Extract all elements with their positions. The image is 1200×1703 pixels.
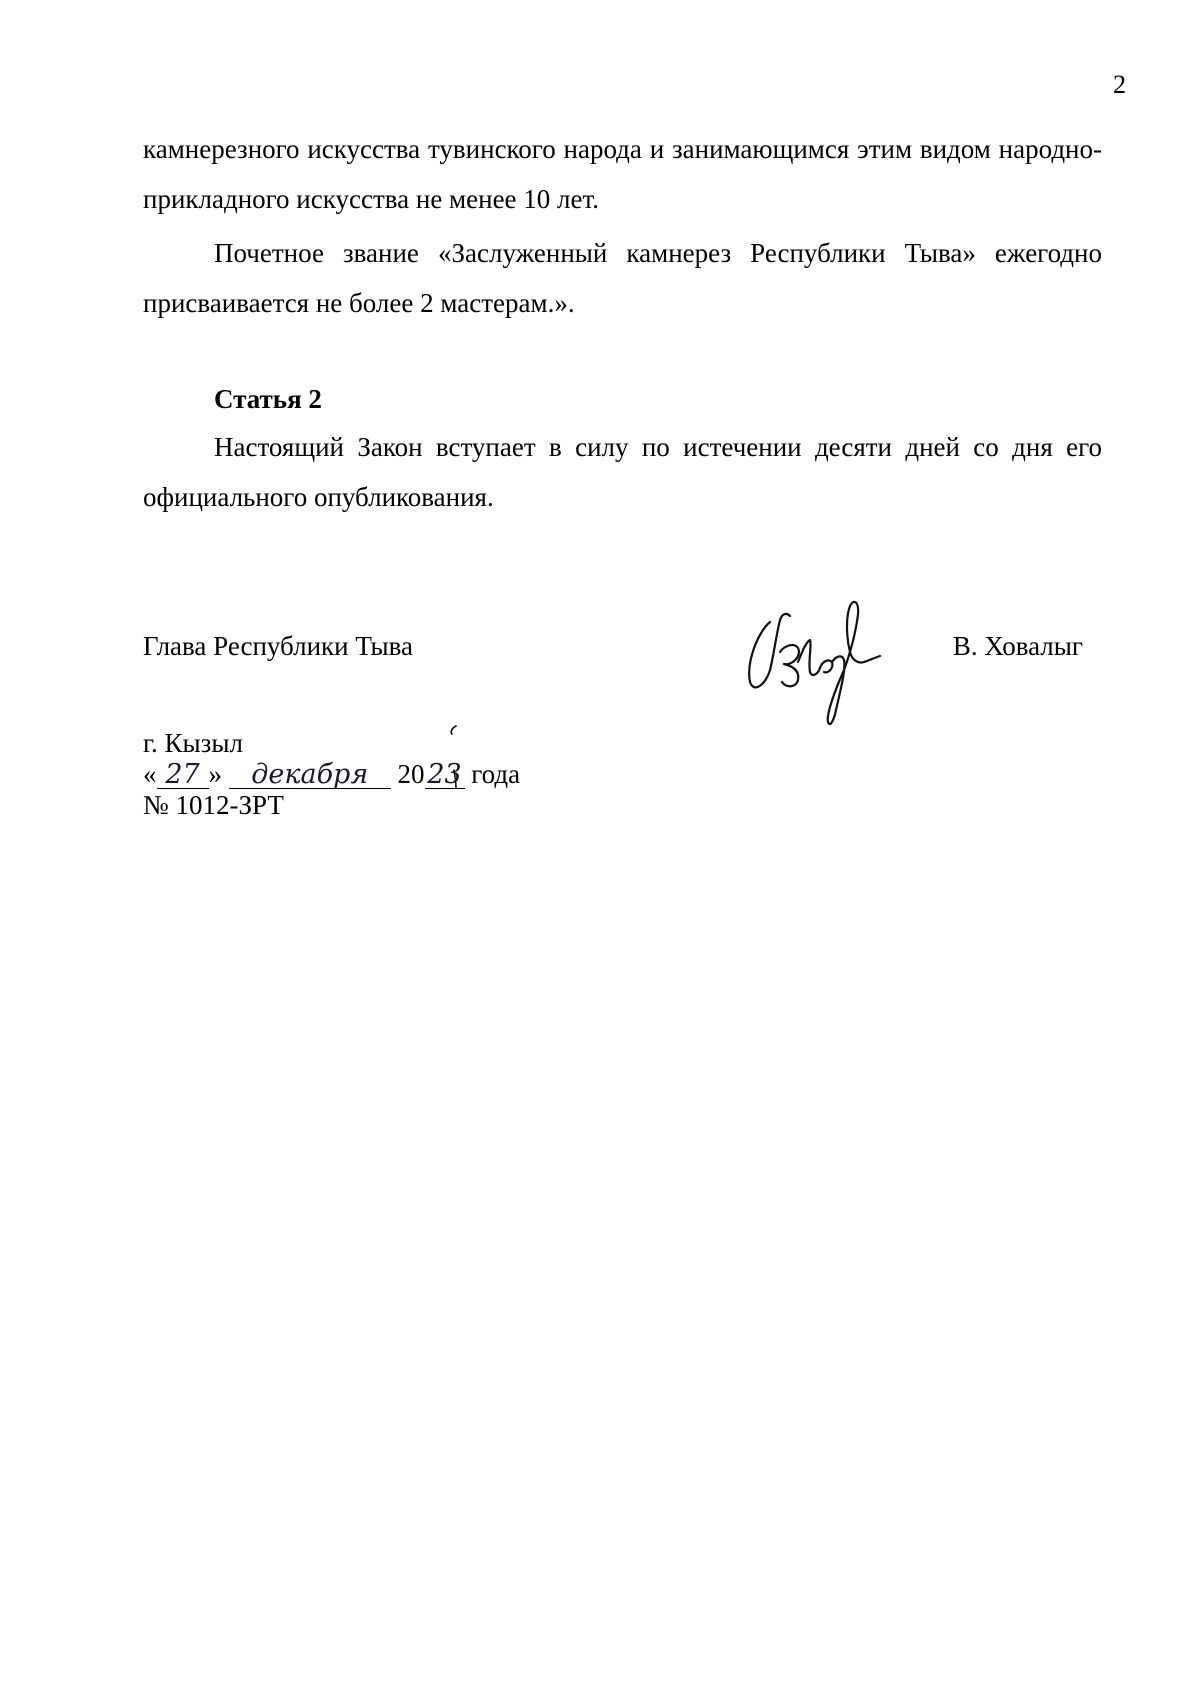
date-line — [143, 759, 643, 790]
page-number: 2 — [1113, 70, 1126, 99]
document-footer — [143, 728, 643, 821]
paragraph-continuation: камнерезного искусства тувинского народа и занимающимся этим видом народно-прикладного искусства не менее 10 лет. — [143, 134, 1102, 214]
signer-name: В. Ховалыг — [952, 631, 1083, 661]
year-prefix: 20 — [397, 759, 425, 789]
article-heading: Статья 2 — [214, 384, 322, 414]
document-body — [143, 124, 1102, 522]
city-line — [143, 728, 643, 759]
date-year-suffix: 23 — [425, 762, 465, 789]
date-day: 27 — [157, 762, 209, 789]
handwritten-signature — [740, 592, 900, 737]
paragraph-entry-into-force: Настоящий Закон вступает в силу по истечении десяти дней со дня его официального опубликования. — [143, 432, 1102, 512]
law-number-line — [143, 790, 643, 821]
signature-block — [143, 626, 1083, 666]
law-number: № 1012-ЗРТ — [143, 790, 284, 820]
paragraph-honorary-title: Почетное звание «Заслуженный камнерез Республики Тыва» ежегодно присваивается не более 2 мастерам.». — [143, 238, 1102, 318]
year-word: года — [471, 759, 521, 789]
quote-open: « — [143, 759, 157, 789]
quote-close: » — [208, 759, 222, 789]
handwritten-stroke — [446, 722, 466, 792]
signer-position: Глава Республики Тыва — [143, 631, 414, 661]
date-month: декабря — [229, 762, 391, 789]
city: г. Кызыл — [143, 728, 243, 758]
